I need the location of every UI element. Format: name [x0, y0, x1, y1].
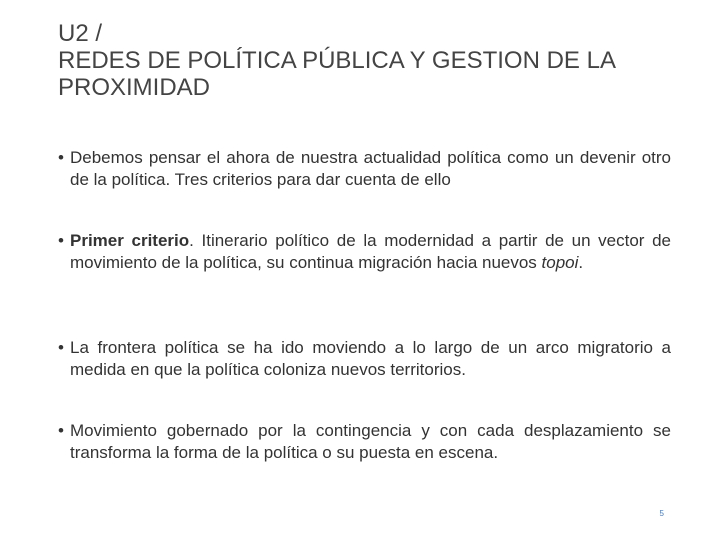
bullet-bold-text: Primer criterio — [70, 231, 190, 250]
bullet-text: Debemos pensar el ahora de nuestra actualidad política como un devenir otro de la política. Tres criterios para dar cuenta de ello — [70, 148, 671, 189]
bullet-item — [58, 337, 671, 381]
bullet-text: La frontera política se ha ido moviendo a lo largo de un arco migratorio a medida en que la política coloniza nuevos territorios. — [70, 338, 671, 379]
bullet-item — [58, 230, 671, 274]
bullet-end-text: . — [578, 253, 584, 272]
bullet-dot: • — [58, 421, 64, 440]
slide-title — [58, 20, 678, 101]
bullet-italic-text: topoi — [541, 253, 579, 272]
title-line-1: U2 / — [58, 20, 103, 47]
title-line-2: REDES DE POLÍTICA PÚBLICA Y GESTION DE LA — [58, 47, 616, 74]
title-line-3: PROXIMIDAD — [58, 74, 211, 101]
page-number: 5 — [659, 509, 664, 518]
bullet-item — [58, 147, 671, 191]
bullet-item — [58, 420, 671, 464]
bullet-dot: • — [58, 148, 64, 167]
bullet-dot: • — [58, 231, 64, 250]
bullet-text: Movimiento gobernado por la contingencia y con cada desplazamiento se transforma la forma de la política o su puesta en escena. — [70, 421, 671, 462]
bullet-dot: • — [58, 338, 64, 357]
bullet-text: . Itinerario político de la modernidad a partir de un vector de movimiento de la política, su continua migración hacia nuevos — [70, 231, 671, 272]
